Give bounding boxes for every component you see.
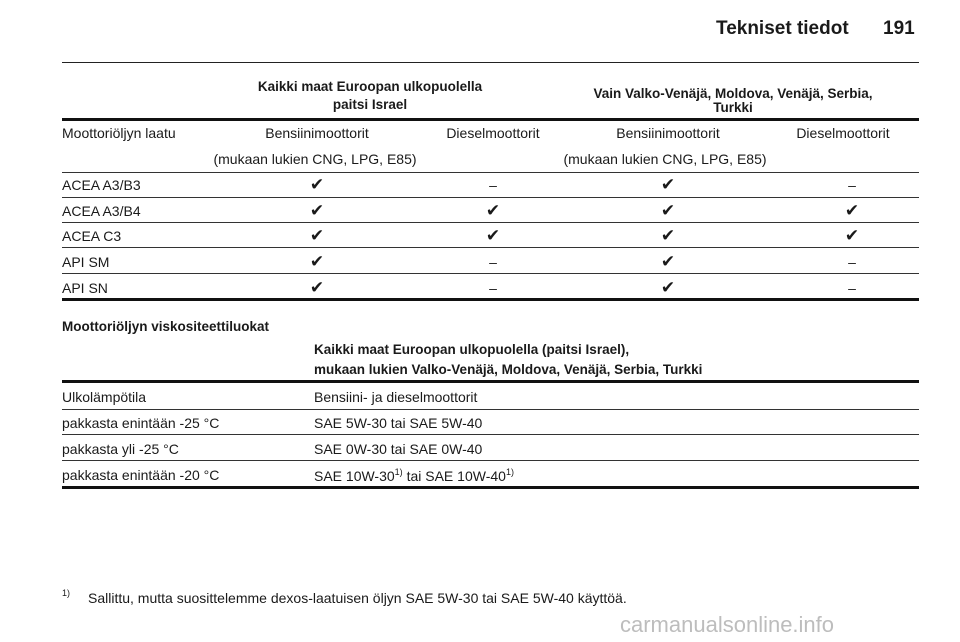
column-header-petrol-2: Bensiinimoottorit <box>616 125 720 141</box>
check-icon: ✔ <box>660 252 676 271</box>
table-rule <box>62 197 919 198</box>
section-subtitle: mukaan lukien Valko-Venäjä, Moldova, Venäjä, Serbia, Turkki <box>314 362 703 377</box>
column-header-oil-quality: Moottoriöljyn laatu <box>62 125 176 141</box>
check-icon: ✔ <box>844 226 860 245</box>
subnote-fuel-types-2: (mukaan lukien CNG, LPG, E85) <box>563 151 767 167</box>
table-row-temp: pakkasta enintään -20 °C <box>62 467 220 483</box>
table-row-label: API SM <box>62 254 110 270</box>
check-icon: ✔ <box>309 278 325 297</box>
table-row-grade: SAE 10W-30$^{1)}$ tai SAE 10W-40$^{1)}$ <box>314 467 514 484</box>
header-rule <box>62 62 919 63</box>
table-rule <box>62 380 919 383</box>
table-rule <box>62 434 919 435</box>
dash-icon: – <box>848 177 856 193</box>
check-icon: ✔ <box>660 226 676 245</box>
column-header-diesel-2: Dieselmoottorit <box>796 125 890 141</box>
group-header-international: Kaikki maat Euroopan ulkopuolella paitsi Israel <box>257 79 483 112</box>
check-icon: ✔ <box>309 175 325 194</box>
column-header-diesel-1: Dieselmoottorit <box>446 125 540 141</box>
watermark: carmanualsonline.info <box>620 612 835 637</box>
section-title: Moottoriöljyn viskositeettiluokat <box>62 319 270 334</box>
check-icon: ✔ <box>309 226 325 245</box>
dash-icon: – <box>848 254 856 270</box>
section-subtitle: Kaikki maat Euroopan ulkopuolella (paitsi Israel), <box>314 342 630 357</box>
check-icon: ✔ <box>309 252 325 271</box>
table-row-label: API SN <box>62 280 108 296</box>
column-header-petrol-1: Bensiinimoottorit <box>265 125 369 141</box>
table-row-label: ACEA C3 <box>62 228 122 244</box>
table-rule <box>62 273 919 274</box>
check-icon: ✔ <box>660 278 676 297</box>
check-icon: ✔ <box>660 201 676 220</box>
table-rule <box>62 298 919 301</box>
dash-icon: – <box>489 177 497 193</box>
dash-icon: – <box>848 280 856 296</box>
page-number: 191 <box>883 18 915 39</box>
check-icon: ✔ <box>485 226 501 245</box>
check-icon: ✔ <box>660 175 676 194</box>
table-rule <box>62 247 919 248</box>
table-rule <box>62 486 919 489</box>
dash-icon: – <box>489 280 497 296</box>
check-icon: ✔ <box>309 201 325 220</box>
check-icon: ✔ <box>844 201 860 220</box>
table-row-label: ACEA A3/B4 <box>62 203 141 219</box>
footnote-text: Sallittu, mutta suosittelemme dexos-laatuisen öljyn SAE 5W-30 tai SAE 5W-40 käyttöä. <box>88 590 627 606</box>
check-icon: ✔ <box>485 201 501 220</box>
table-rule <box>62 118 919 121</box>
footnote-marker: 1) <box>62 588 71 598</box>
footnote-ref: 1) <box>394 467 403 477</box>
page-header-title: Tekniset tiedot <box>716 18 849 39</box>
table-row-grade: SAE 0W-30 tai SAE 0W-40 <box>314 441 483 457</box>
table-row-temp: pakkasta enintään -25 °C <box>62 415 220 431</box>
table-rule <box>62 409 919 410</box>
column-header-engines: Bensiini- ja dieselmoottorit <box>314 389 478 405</box>
table-rule <box>62 222 919 223</box>
column-header-temperature: Ulkolämpötila <box>62 389 147 405</box>
subnote-fuel-types-1: (mukaan lukien CNG, LPG, E85) <box>213 151 417 167</box>
table-rule <box>62 460 919 461</box>
table-row-grade: SAE 5W-30 tai SAE 5W-40 <box>314 415 483 431</box>
dash-icon: – <box>489 254 497 270</box>
table-rule <box>62 172 919 173</box>
table-row-temp: pakkasta yli -25 °C <box>62 441 179 457</box>
table-row-label: ACEA A3/B3 <box>62 177 141 193</box>
footnote-ref: 1) <box>505 467 514 477</box>
group-header-eastern: Vain Valko-Venäjä, Moldova, Venäjä, Serbia, Turkki <box>593 86 873 115</box>
